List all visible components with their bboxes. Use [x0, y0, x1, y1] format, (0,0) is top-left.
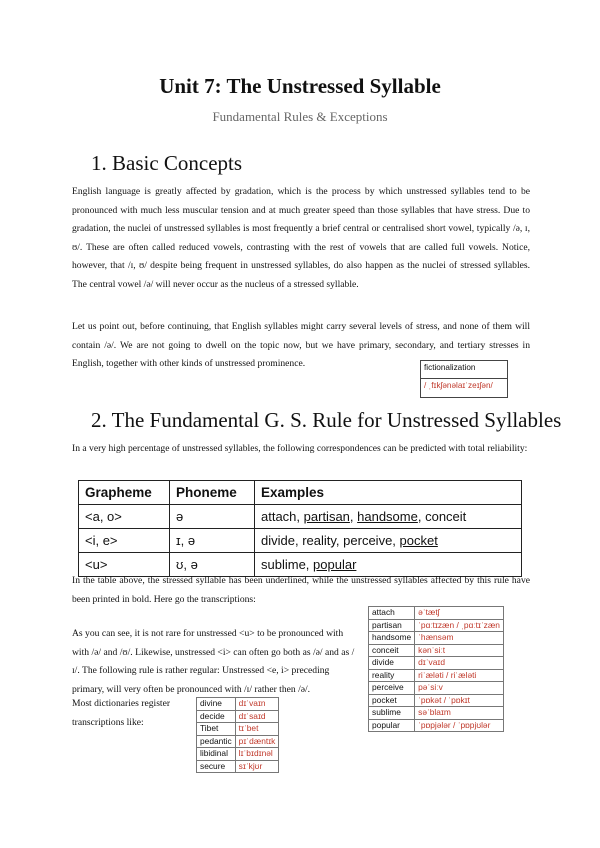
ipa-cell: ˈpɒkət / ˈpɒkɪt — [415, 694, 504, 707]
transcription-row — [369, 657, 504, 670]
example-word: divide — [261, 532, 295, 548]
word-cell: pocket — [369, 694, 415, 707]
section1-paragraph2: Let us point out, before continuing, that English syllables might carry several levels of stress, and none of them will contain /ə/. We are not going to dwell on the topic now, but we have primary, secondary, and tertiary stresses in English, together with other kinds of unstressed prominence. — [72, 321, 530, 369]
example-word: attach — [261, 508, 297, 524]
after-table-text: In the table above, the stressed syllable has been underlined, while the unstressed syllables affected by this rule have been printed in bold. Here go the transcriptions: — [72, 575, 530, 605]
transcription-row — [197, 698, 279, 711]
ipa-cell: pəˈsiːv — [415, 682, 504, 695]
transcription-row — [197, 710, 279, 723]
section2-heading: 2. The Fundamental G. S. Rule for Unstressed Syllables — [91, 408, 562, 432]
transcription-row — [369, 682, 504, 695]
ipa-cell: tɪˈbet — [235, 723, 279, 736]
word-cell: libidinal — [197, 748, 236, 761]
example-box — [420, 360, 508, 398]
transcription-row — [369, 619, 504, 632]
word-cell: divide — [369, 657, 415, 670]
transcription-row — [369, 632, 504, 645]
section1-paragraph1: English language is greatly affected by gradation, which is the process by which unstressed syllables tend to be pronounced with much less muscular tension and at much greater speed than those syllables that have stress. Due to gradation, the nuclei of unstressed syllables is most frequently a brief central or centralised short vowel, typically /ə, ɪ, ʊ/. These are often called reduced vowels, contrasting with the rest of vowels that are called full vowels. Notice, however, that /ɪ, ʊ/ despite being frequent in unstressed syllables, do also happen as the nuclei of stressed syllables. The central vowel /ə/ will never occur as the nucleus of a stressed syllable. — [72, 186, 530, 290]
phoneme-cell: ɪ, ə — [170, 529, 255, 553]
example-word: fictionalization — [421, 361, 507, 379]
transcriptions-table — [368, 606, 504, 732]
section2-intro: In a very high percentage of unstressed syllables, the following correspondences can be predicted with total reliability: — [72, 443, 528, 454]
transcription-row — [369, 644, 504, 657]
word-cell: secure — [197, 760, 236, 773]
table-row — [79, 505, 522, 529]
example-word: partisan — [303, 508, 350, 524]
unstressed-u-paragraph: As you can see, it is not rare for unstressed <u> to be pronounced with with /ə/ and /ʊ/. Likewise, unstressed <i> can often go both as /ə/ and as /ɪ/. The following rule is rather regular: Unstressed <e, i> preceding primary, will very often be pronounced with /ɪ/ rather then /ə/. — [72, 628, 355, 695]
ipa-cell: ˈhænsəm — [415, 632, 504, 645]
ipa-cell: sɪˈkjʊr — [235, 760, 279, 773]
ipa-cell: kənˈsiːt — [415, 644, 504, 657]
example-word: pocket — [399, 532, 438, 548]
transcription-row — [369, 669, 504, 682]
example-word: perceive — [343, 532, 393, 548]
transcription-row — [197, 723, 279, 736]
transcription-row — [197, 735, 279, 748]
ipa-cell: dɪˈvaɪn — [235, 698, 279, 711]
word-cell: handsome — [369, 632, 415, 645]
grapheme-cell: <u> — [79, 553, 170, 577]
ipa-cell: pɪˈdæntɪk — [235, 735, 279, 748]
header-grapheme: Grapheme — [79, 481, 170, 505]
ipa-cell: dɪˈvaɪd — [415, 657, 504, 670]
word-cell: perceive — [369, 682, 415, 695]
phoneme-cell: ʊ, ə — [170, 553, 255, 577]
header-phoneme: Phoneme — [170, 481, 255, 505]
examples-cell: divide, reality, perceive, pocket — [255, 529, 522, 553]
word-cell: sublime — [369, 707, 415, 720]
grapheme-table — [78, 480, 522, 577]
example-word: popular — [313, 556, 357, 572]
ipa-cell: lɪˈbɪdɪnəl — [235, 748, 279, 761]
word-cell: popular — [369, 719, 415, 732]
page-subtitle: Fundamental Rules & Exceptions — [212, 109, 388, 124]
transcription-row — [369, 719, 504, 732]
example-word: reality — [302, 532, 336, 548]
ipa-cell: dɪˈsaɪd — [235, 710, 279, 723]
page-title: Unit 7: The Unstressed Syllable — [159, 74, 441, 98]
example-transcription: / ˌfɪkʃənəlaɪˈzeɪʃən/ — [424, 381, 493, 390]
example-word: sublime — [261, 556, 306, 572]
word-cell: partisan — [369, 619, 415, 632]
examples-cell: attach, partisan, handsome, conceit — [255, 505, 522, 529]
word-cell: reality — [369, 669, 415, 682]
transcription-row — [369, 707, 504, 720]
word-cell: Tibet — [197, 723, 236, 736]
word-cell: pedantic — [197, 735, 236, 748]
grapheme-cell: <i, e> — [79, 529, 170, 553]
table-header-row — [79, 481, 522, 505]
transcription-row — [369, 607, 504, 620]
grapheme-cell: <a, o> — [79, 505, 170, 529]
header-examples: Examples — [255, 481, 522, 505]
example-word: handsome — [357, 508, 418, 524]
transcription-row — [197, 748, 279, 761]
phoneme-cell: ə — [170, 505, 255, 529]
ipa-cell: əˈtætʃ — [415, 607, 504, 620]
ipa-cell: ˈpɑːtɪzæn / ˌpɑːtɪˈzæn — [415, 619, 504, 632]
word-cell: conceit — [369, 644, 415, 657]
section1-heading: 1. Basic Concepts — [91, 151, 243, 175]
ipa-cell: ˈpɒpjələr / ˈpɒpjʊlər — [415, 719, 504, 732]
ipa-cell: riˈæləti / riˈæləti — [415, 669, 504, 682]
examples-cell: sublime, popular — [255, 553, 522, 577]
ipa-cell: səˈblaɪm — [415, 707, 504, 720]
example-word: conceit — [425, 508, 467, 524]
transcription-row — [197, 760, 279, 773]
dictionary-table — [196, 697, 279, 773]
word-cell: attach — [369, 607, 415, 620]
word-cell: decide — [197, 710, 236, 723]
transcription-row — [369, 694, 504, 707]
dictionary-paragraph: Most dictionaries register transcriptions like: — [72, 698, 171, 728]
word-cell: divine — [197, 698, 236, 711]
table-row — [79, 529, 522, 553]
